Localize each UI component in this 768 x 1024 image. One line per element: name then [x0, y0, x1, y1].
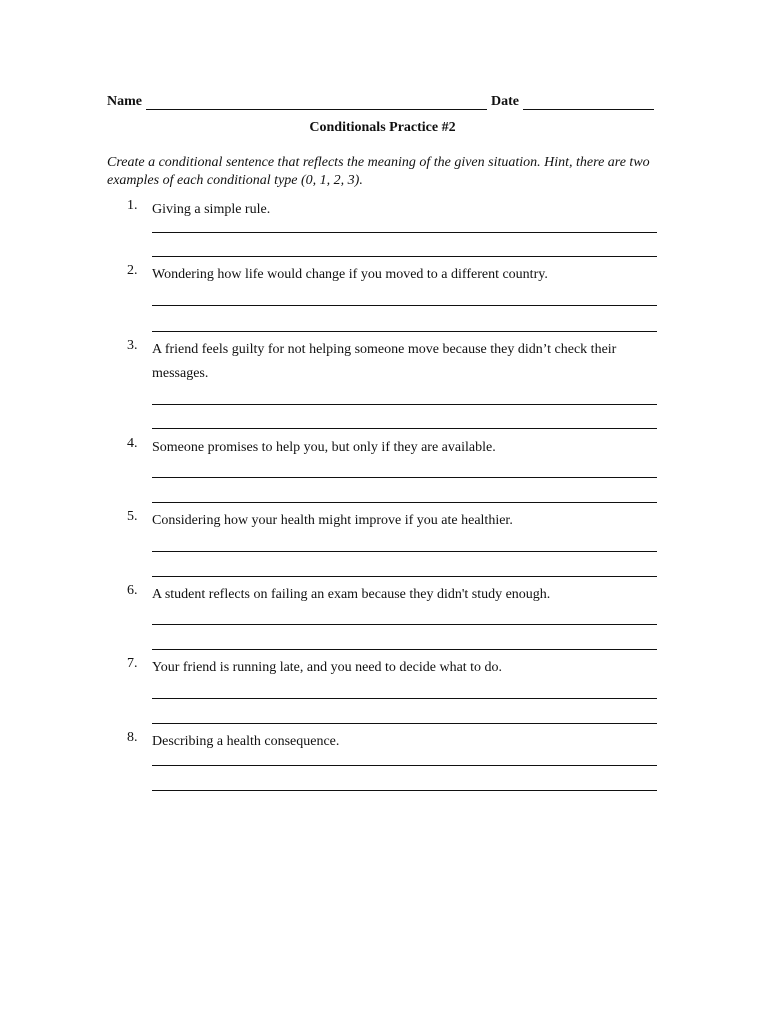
answer-line[interactable]: [152, 624, 657, 625]
question-text: Wondering how life would change if you moved to a different country.: [152, 267, 548, 282]
date-label: Date: [491, 94, 519, 109]
answer-line[interactable]: [152, 256, 657, 257]
answer-line[interactable]: [152, 698, 657, 699]
answer-line[interactable]: [152, 502, 657, 503]
question-number: 3.: [127, 338, 138, 353]
answer-line[interactable]: [152, 649, 657, 650]
answer-line[interactable]: [152, 305, 657, 306]
question-number: 5.: [127, 509, 138, 524]
question-text: A friend feels guilty for not helping someone move because they didn’t check their messages.: [152, 342, 617, 381]
answer-line[interactable]: [152, 428, 657, 429]
answer-line[interactable]: [152, 790, 657, 791]
page-title: Conditionals Practice #2: [309, 120, 456, 135]
question-text: Your friend is running late, and you need to decide what to do.: [152, 660, 503, 675]
answer-line[interactable]: [152, 576, 657, 577]
question-number: 2.: [127, 263, 138, 278]
answer-line[interactable]: [152, 331, 657, 332]
date-blank[interactable]: [523, 95, 654, 110]
answer-line[interactable]: [152, 477, 657, 478]
name-blank[interactable]: [146, 95, 487, 110]
question-text: A student reflects on failing an exam because they didn't study enough.: [152, 587, 551, 602]
answer-line[interactable]: [152, 404, 657, 405]
question-text: Describing a health consequence.: [152, 734, 340, 749]
answer-line[interactable]: [152, 723, 657, 724]
answer-line[interactable]: [152, 765, 657, 766]
instructions: Create a conditional sentence that reflects the meaning of the given situation. Hint, there are two examples of each conditional type (0, 1, 2, 3).: [107, 155, 650, 188]
header-line: [107, 90, 658, 110]
question-number: 1.: [127, 198, 138, 213]
question-number: 4.: [127, 436, 138, 451]
question-text: Giving a simple rule.: [152, 202, 271, 217]
answer-line[interactable]: [152, 232, 657, 233]
question-text: Considering how your health might improve if you ate healthier.: [152, 513, 513, 528]
question-number: 7.: [127, 656, 138, 671]
question-text: Someone promises to help you, but only if they are available.: [152, 440, 496, 455]
name-label: Name: [107, 94, 142, 109]
question-number: 8.: [127, 730, 138, 745]
answer-line[interactable]: [152, 551, 657, 552]
question-number: 6.: [127, 583, 138, 598]
